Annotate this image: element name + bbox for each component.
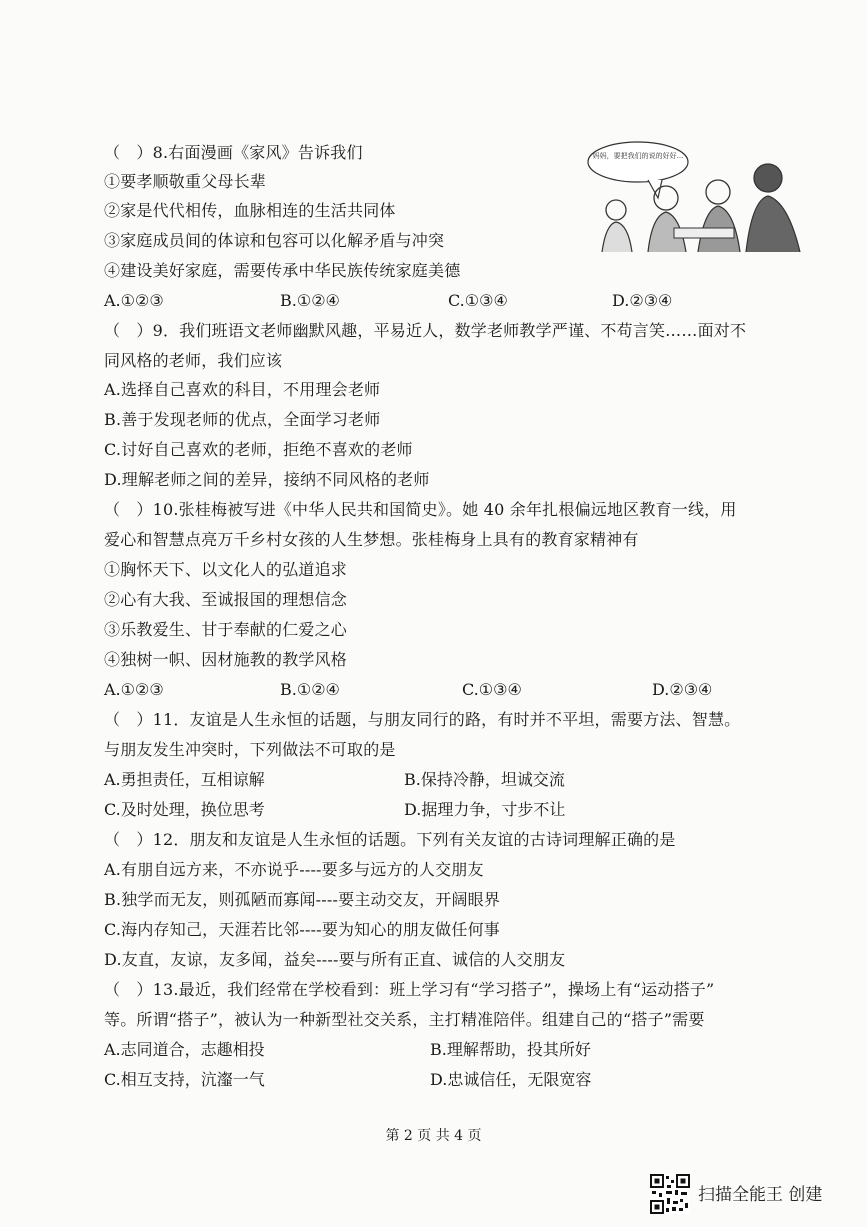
qr-code-icon bbox=[650, 1174, 690, 1214]
q9-option-d: D.理解老师之间的差异，接纳不同风格的老师 bbox=[104, 470, 430, 489]
q12-option-b: B.独学而无友，则孤陋而寡闻----要主动交友，开阔眼界 bbox=[104, 890, 501, 909]
page-number: 第 2 页 共 4 页 bbox=[385, 1128, 482, 1144]
q8-option-c: C.①③④ bbox=[448, 291, 508, 310]
q8-item-4: ④建设美好家庭，需要传承中华民族传统家庭美德 bbox=[104, 261, 461, 280]
q10-stem-line-1: （ ）10.张桂梅被写进《中华人民共和国简史》。她 40 余年扎根偏远地区教育一线，用 bbox=[104, 500, 737, 519]
q8-item-3: ③家庭成员间的体谅和包容可以化解矛盾与冲突 bbox=[104, 231, 445, 250]
q8-item-2: ②家是代代相传，血脉相连的生活共同体 bbox=[104, 201, 396, 220]
q13-option-a: A.志同道合，志趣相投 bbox=[104, 1040, 265, 1059]
q12-option-d: D.友直，友谅，友多闻，益矣----要与所有正直、诚信的人交朋友 bbox=[104, 950, 566, 969]
q9-option-b: B.善于发现老师的优点，全面学习老师 bbox=[104, 410, 381, 429]
q10-item-3: ③乐教爱生、甘于奉献的仁爱之心 bbox=[104, 620, 348, 639]
cartoon-bubble-text: 妈妈，要把我们的说的好好... bbox=[592, 152, 684, 160]
q11-stem-line-1: （ ）11．友谊是人生永恒的话题，与朋友同行的路，有时并不平坦，需要方法、智慧。 bbox=[104, 710, 741, 729]
scanner-watermark: 扫描全能王 创建 bbox=[698, 1185, 823, 1205]
q9-option-a: A.选择自己喜欢的科目，不用理会老师 bbox=[104, 380, 381, 399]
q9-stem-line-2: 同风格的老师，我们应该 bbox=[104, 351, 283, 370]
q11-option-d: D.据理力争，寸步不让 bbox=[404, 800, 566, 819]
q8-item-1: ①要孝顺敬重父母长辈 bbox=[104, 172, 267, 191]
q8-option-b: B.①②④ bbox=[280, 291, 340, 310]
q10-item-1: ①胸怀天下、以文化人的弘道追求 bbox=[104, 560, 348, 579]
q11-option-a: A.勇担责任，互相谅解 bbox=[104, 770, 265, 789]
q8-option-a: A.①②③ bbox=[104, 291, 164, 310]
q12-option-c: C.海内存知己，天涯若比邻----要为知心的朋友做任何事 bbox=[104, 920, 500, 939]
q10-item-2: ②心有大我、至诚报国的理想信念 bbox=[104, 590, 348, 609]
q10-option-d: D.②③④ bbox=[652, 680, 713, 699]
q10-option-c: C.①③④ bbox=[462, 680, 522, 699]
q8-option-d: D.②③④ bbox=[612, 291, 673, 310]
q10-option-a: A.①②③ bbox=[104, 680, 164, 699]
q13-option-b: B.理解帮助，投其所好 bbox=[430, 1040, 591, 1059]
q13-stem-line-1: （ ）13.最近，我们经常在学校看到：班上学习有“学习搭子”，操场上有“运动搭子” bbox=[104, 980, 715, 999]
q13-option-d: D.忠诚信任，无限宽容 bbox=[430, 1070, 592, 1089]
family-cartoon-image bbox=[578, 140, 806, 252]
q11-option-b: B.保持冷静，坦诚交流 bbox=[404, 770, 565, 789]
q9-stem-line-1: （ ）9．我们班语文老师幽默风趣，平易近人，数学老师教学严谨、不苟言笑……面对不 bbox=[104, 321, 747, 340]
q11-stem-line-2: 与朋友发生冲突时，下列做法不可取的是 bbox=[104, 740, 396, 759]
q13-stem-line-2: 等。所谓“搭子”，被认为一种新型社交关系，主打精准陪伴。组建自己的“搭子”需要 bbox=[104, 1010, 705, 1029]
q12-stem: （ ）12．朋友和友谊是人生永恒的话题。下列有关友谊的古诗词理解正确的是 bbox=[104, 830, 676, 849]
q10-option-b: B.①②④ bbox=[280, 680, 340, 699]
q10-stem-line-2: 爱心和智慧点亮万千乡村女孩的人生梦想。张桂梅身上具有的教育家精神有 bbox=[104, 530, 639, 549]
q9-option-c: C.讨好自己喜欢的老师，拒绝不喜欢的老师 bbox=[104, 440, 413, 459]
q11-option-c: C.及时处理，换位思考 bbox=[104, 800, 265, 819]
q13-option-c: C.相互支持，沆瀣一气 bbox=[104, 1070, 265, 1089]
q8-stem: （ ）8.右面漫画《家风》告诉我们 bbox=[104, 143, 363, 162]
q12-option-a: A.有朋自远方来，不亦说乎----要多与远方的人交朋友 bbox=[104, 860, 484, 879]
q10-item-4: ④独树一帜、因材施教的教学风格 bbox=[104, 650, 348, 669]
